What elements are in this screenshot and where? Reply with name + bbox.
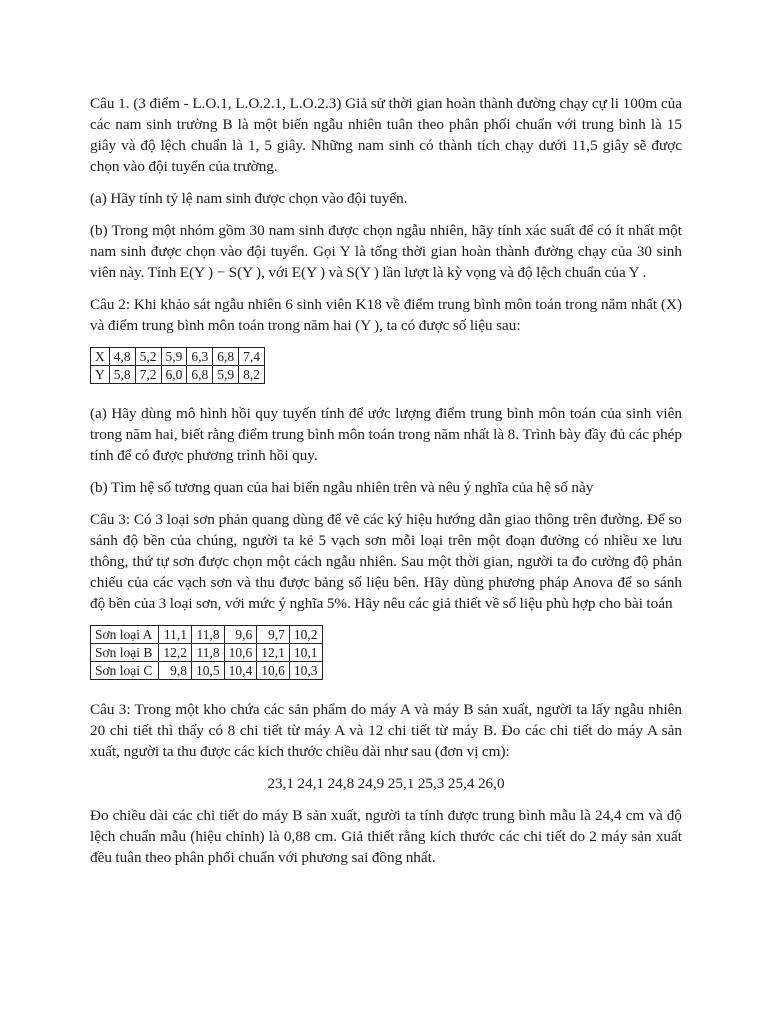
table-cell: 10,3 bbox=[289, 662, 322, 680]
table-cell: 6,8 bbox=[213, 348, 239, 366]
table-row bbox=[91, 348, 265, 366]
q1-part-a: (a) Hãy tính tỷ lệ nam sinh được chọn vào đội tuyển. bbox=[90, 190, 408, 207]
q1-intro: Câu 1. (3 điểm - L.O.1, L.O.2.1, L.O.2.3) Giả sử thời gian hoàn thành đường chạy cự li 100m của các nam sinh trường B là một biến ngẫu nhiên tuân theo phân phối chuẩn với trung bình là 15 giây và độ lệch chuẩn là 1, 5 giây. Những nam sinh có thành tích chạy dưới 11,5 giây sẽ được chọn vào đội tuyển của trường. bbox=[90, 95, 682, 175]
table-cell: 10,4 bbox=[224, 662, 257, 680]
q2-part-a: (a) Hãy dùng mô hình hồi quy tuyến tính để ước lượng điểm trung bình môn toán của sinh viên trong năm hai, biết rằng điểm trung bình môn toán trong năm nhất là 8. Trình bày đầy đủ các phép tính để có được phương trình hồi quy. bbox=[90, 405, 682, 464]
q2-part-b: (b) Tìm hệ số tương quan của hai biến ngẫu nhiên trên và nêu ý nghĩa của hệ số này bbox=[90, 479, 594, 496]
table-cell: 4,8 bbox=[109, 348, 135, 366]
table-row bbox=[91, 626, 323, 644]
q3-intro: Câu 3: Có 3 loại sơn phản quang dùng để vẽ các ký hiệu hướng dẫn giao thông trên đường. Để so sánh độ bền của chúng, người ta kẻ 5 vạch sơn mỗi loại trên một đoạn đường có nhiều xe lưu thông, thứ tự sơn được chọn một cách ngẫu nhiên. Sau một thời gian, người ta đo cường độ phản chiếu của các vạch sơn và thu được bảng số liệu bên. Hãy dùng phương pháp Anova để so sánh độ bền của 3 loại sơn, với mức ý nghĩa 5%. Hãy nêu các giả thiết về số liệu phù hợp cho bài toán bbox=[90, 511, 682, 612]
table-row-header: Sơn loại A bbox=[91, 626, 159, 644]
q1-part-b: (b) Trong một nhóm gồm 30 nam sinh được chọn ngẫu nhiên, hãy tính xác suất để có ít nhất một nam sinh được chọn vào đội tuyển. Gọi Y là tổng thời gian hoàn thành đường chạy của 30 sinh viên này. Tính E(Y ) − S(Y ), với E(Y ) và S(Y ) lần lượt là kỳ vọng và độ lệch chuẩn của Y . bbox=[90, 222, 682, 281]
table-cell: 5,8 bbox=[109, 366, 135, 384]
table-row bbox=[91, 662, 323, 680]
table-cell: 5,2 bbox=[135, 348, 161, 366]
table-cell: 12,2 bbox=[159, 644, 192, 662]
table-row-header: Sơn loại B bbox=[91, 644, 159, 662]
table-cell: 6,3 bbox=[187, 348, 213, 366]
table-cell: 6,0 bbox=[161, 366, 187, 384]
table-row bbox=[91, 644, 323, 662]
table-row-header: Sơn loại C bbox=[91, 662, 159, 680]
table-cell: 7,4 bbox=[239, 348, 265, 366]
q3-data-table bbox=[90, 625, 323, 680]
table-cell: 10,2 bbox=[289, 626, 322, 644]
table-cell: 11,1 bbox=[159, 626, 192, 644]
table-cell: Y bbox=[91, 366, 110, 384]
table-cell: 7,2 bbox=[135, 366, 161, 384]
table-cell: 10,1 bbox=[289, 644, 322, 662]
table-cell: 11,8 bbox=[192, 626, 225, 644]
table-cell: 5,9 bbox=[161, 348, 187, 366]
table-cell: X bbox=[91, 348, 110, 366]
q2-data-table bbox=[90, 347, 265, 384]
table-cell: 6,8 bbox=[187, 366, 213, 384]
table-cell: 9,6 bbox=[224, 626, 257, 644]
table-cell: 11,8 bbox=[192, 644, 225, 662]
table-cell: 10,5 bbox=[192, 662, 225, 680]
table-cell: 12,1 bbox=[257, 644, 290, 662]
q4-values-line: 23,1 24,1 24,8 24,9 25,1 25,3 25,4 26,0 bbox=[267, 775, 505, 792]
table-cell: 8,2 bbox=[239, 366, 265, 384]
q4-intro: Câu 3: Trong một kho chứa các sản phẩm do máy A và máy B sản xuất, người ta lấy ngẫu nhiên 20 chi tiết thì thấy có 8 chi tiết từ máy A và 12 chi tiết từ máy B. Đo các chi tiết do máy A sản xuất, người ta thu được các kích thước chiều dài như sau (đơn vị cm): bbox=[90, 701, 682, 760]
table-cell: 10,6 bbox=[224, 644, 257, 662]
table-row bbox=[91, 366, 265, 384]
q2-intro: Câu 2: Khi khảo sát ngẫu nhiên 6 sinh viên K18 về điểm trung bình môn toán trong năm nhất (X) và điểm trung bình môn toán trong năm hai (Y ), ta có được số liệu sau: bbox=[90, 296, 682, 334]
table-cell: 9,7 bbox=[257, 626, 290, 644]
table-cell: 9,8 bbox=[159, 662, 192, 680]
table-cell: 5,9 bbox=[213, 366, 239, 384]
q4-body: Đo chiều dài các chi tiết do máy B sản xuất, người ta tính được trung bình mẫu là 24,4 cm và độ lệch chuẩn mẫu (hiệu chỉnh) là 0,88 cm. Giả thiết rằng kích thước các chi tiết do 2 máy sản xuất đều tuân theo phân phối chuẩn với phương sai đồng nhất. bbox=[90, 807, 682, 866]
document-page bbox=[90, 93, 682, 879]
table-cell: 10,6 bbox=[257, 662, 290, 680]
